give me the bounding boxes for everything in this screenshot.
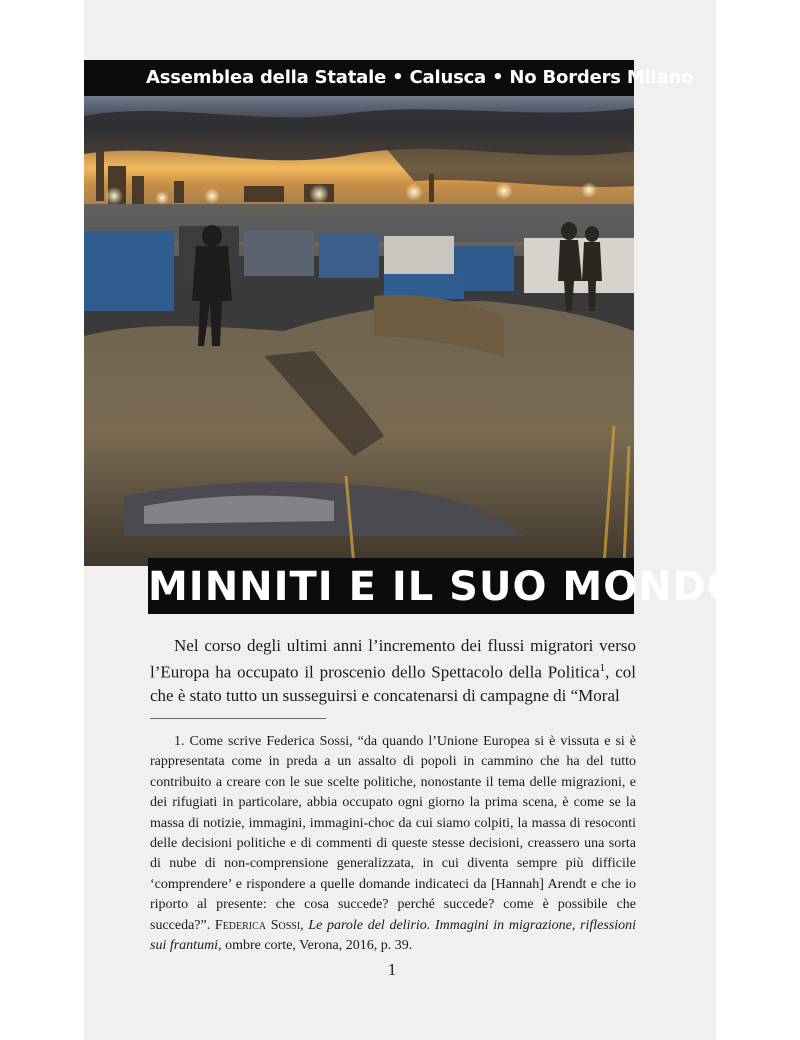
- body-text-start: Nel corso degli ultimi anni l’incremento dei flussi migratori verso l’Europa ha occupato il proscenio dello Spettacolo della Politica: [150, 636, 636, 682]
- footnote-book-title: Le parole del delirio. Immagini in migrazione, riflessioni sui frantumi: [150, 917, 637, 954]
- chapter-title: MINNITI E IL SUO MONDO: [148, 564, 742, 610]
- body-paragraph: [150, 634, 636, 707]
- footnote-text: Come scrive Federica Sossi, “da quando l’Unione Europea si è vissuta e si è rappresentata come in preda a un assalto di popoli in cammino che ha del tutto contribuito a creare con le sue scelte politiche, nonostante il tema delle migrazioni, e dei rifugiati in particolare, abbia occupato ogni giorno la prima scena, è come se la massa di notizie, immagini, immagini-choc da cui siamo colpiti, la massa di resoconti delle decisioni politiche e di commenti di queste stesse decisioni, creassero una sorta di nube di non-comprensione generalizzata, in cui diventa sempre più difficile ‘comprendere’ e rispondere a quelle domande indicateci da [Hannah] Arendt e che io riporto al presente: che cosa succede? perché succede? come è possibile che succeda?”.: [150, 734, 636, 933]
- footnote-reference[interactable]: 1: [599, 662, 606, 674]
- footnote-separator: ,: [300, 917, 309, 933]
- body-text-continued: , col che è stato tutto un susseguirsi e concatenarsi di campagne di “Moral: [150, 662, 636, 705]
- footnote-publisher: , ombre corte, Verona, 2016, p. 39.: [218, 938, 413, 954]
- footnote-author: Federica Sossi: [214, 917, 301, 933]
- cover-photo: [84, 96, 634, 566]
- authors-heading: Assemblea della Statale • Calusca • No Borders Milano: [146, 67, 694, 88]
- footnote-number: 1.: [174, 734, 185, 749]
- footnote: [150, 732, 636, 956]
- footnote-divider: [150, 718, 326, 719]
- page-number: 1: [387, 960, 397, 979]
